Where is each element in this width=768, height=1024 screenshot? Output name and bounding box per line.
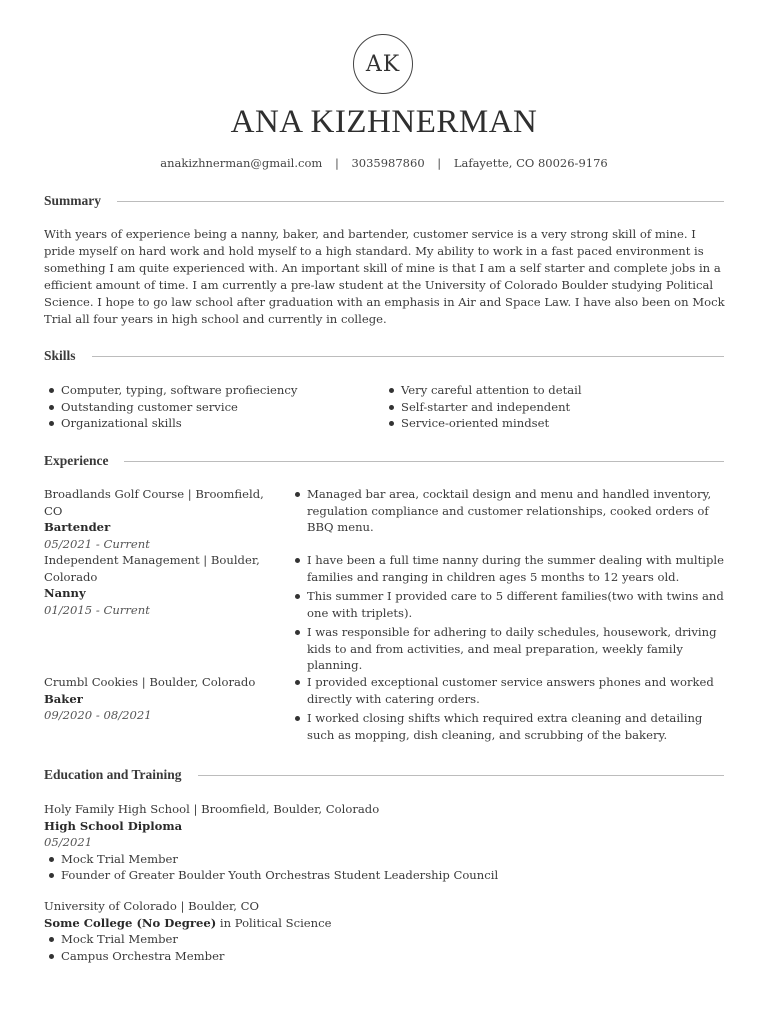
candidate-name: ANA KIZHNERMAN: [230, 104, 538, 140]
section-heading-education: [44, 767, 724, 783]
skills-column-right: [384, 382, 684, 432]
divider: [124, 461, 724, 462]
skill-item: Computer, typing, software profieciency: [44, 382, 344, 399]
job-bullet: I worked closing shifts which required extra cleaning and detailing such as mopping, dish cleaning, and scrubbing of the bakery.: [290, 710, 730, 743]
job-dates: 05/2021 - Current: [44, 536, 150, 551]
section-heading-label: Education and Training: [44, 767, 182, 782]
education-bullet: Mock Trial Member: [44, 851, 726, 868]
education-entry: [44, 801, 726, 884]
job-title: Bartender: [44, 520, 111, 534]
school-name: University of Colorado | Boulder, CO: [44, 899, 260, 913]
education-bullet: Campus Orchestra Member: [44, 948, 726, 965]
skill-item: Outstanding customer service: [44, 399, 344, 416]
email-link[interactable]: anakizhnerman@gmail.com: [160, 156, 323, 170]
job-bullet: Managed bar area, cocktail design and menu and handled inventory, regulation compliance and customer relationships, cooked orders of BBQ menu.: [290, 486, 730, 536]
degree-title: High School Diploma: [44, 818, 183, 833]
degree-line: [44, 915, 726, 932]
section-heading-label: Skills: [44, 348, 76, 363]
location: Lafayette, CO 80026-9176: [453, 156, 608, 170]
divider: [117, 201, 724, 202]
summary-text: With years of experience being a nanny, baker, and bartender, customer service is a very strong skill of mine. I pride myself on hard work and hold myself to a high standard. My ability to work in a fast paced environment is something I am quite experienced with. An important skill of mine is that I am a self starter and complete jobs in a efficient amount of time. I am currently a pre-law student at the University of Colorado Boulder studying Political Science. I hope to go law school after graduation with an emphasis in Air and Space Law. I have also been on Mock Trial all four years in high school and currently in college.: [44, 227, 725, 326]
school-name: Holy Family High School | Broomfield, Boulder, Colorado: [44, 802, 380, 816]
job-company: Crumbl Cookies | Boulder, Colorado: [44, 675, 256, 689]
degree-title: Some College (No Degree): [44, 915, 217, 930]
separator: |: [437, 156, 442, 170]
degree-field: in Political Science: [219, 915, 332, 930]
job-dates: 01/2015 - Current: [44, 602, 150, 617]
skill-item: Self-starter and independent: [384, 399, 684, 416]
monogram-logo: AK: [353, 34, 413, 94]
education-entry: [44, 898, 726, 964]
job-title: Nanny: [44, 586, 86, 600]
education-date: 05/2021: [44, 835, 93, 849]
divider: [198, 775, 724, 776]
section-heading-summary: [44, 193, 724, 209]
section-heading-label: Experience: [44, 453, 109, 468]
contact-line: [0, 156, 768, 170]
job-title: Baker: [44, 691, 83, 706]
skill-item: Service-oriented mindset: [384, 415, 684, 432]
skill-item: Organizational skills: [44, 415, 344, 432]
job-bullet: I have been a full time nanny during the summer dealing with multiple families and ranging in children ages 5 months to 12 years old.: [290, 552, 730, 585]
degree-line: [44, 818, 726, 835]
education-bullet: Founder of Greater Boulder Youth Orchestras Student Leadership Council: [44, 867, 726, 884]
section-heading-skills: [44, 348, 724, 364]
education-bullet: Mock Trial Member: [44, 931, 726, 948]
job-bullet: I provided exceptional customer service answers phones and worked directly with catering orders.: [290, 674, 730, 707]
section-heading-experience: [44, 453, 724, 469]
job-dates: 09/2020 - 08/2021: [44, 708, 152, 722]
skill-item: Very careful attention to detail: [384, 382, 684, 399]
job-company: Broadlands Golf Course | Broomfield, CO: [44, 487, 264, 518]
skills-column-left: [44, 382, 344, 432]
job-bullet: I was responsible for adhering to daily schedules, housework, driving kids to and from activities, and meal preparation, weekly family planning.: [290, 624, 730, 674]
section-heading-label: Summary: [44, 193, 101, 208]
phone-number: 3035987860: [351, 156, 425, 170]
job-bullet: This summer I provided care to 5 different families(two with twins and one with triplets).: [290, 588, 730, 621]
divider: [92, 356, 724, 357]
separator: |: [334, 156, 339, 170]
job-company: Independent Management | Boulder, Colorado: [44, 553, 260, 584]
